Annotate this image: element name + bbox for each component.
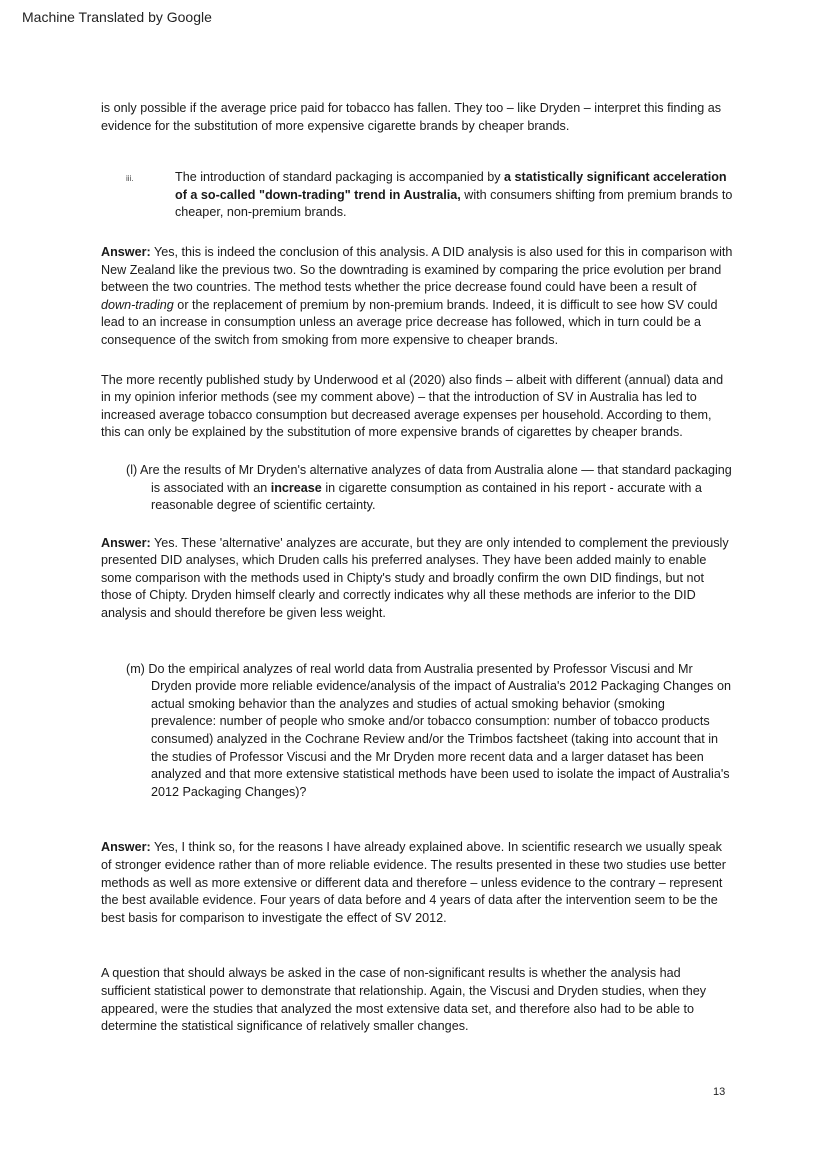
question-m: (m) Do the empirical analyzes of real world data from Australia presented by Professor Viscusi and Mr Dryden provide more reliable evidence/analysis of the impact of Australia's 2012 Packaging Changes on actual smoking behavior than the analyzes and studies of actual smoking behavior (smoking prevalence: number of people who smoke and/or tobacco consumption: number of tobacco products consumed) analyzed in the Cochrane Review and/or the Trimbos factsheet (taking into account that in the studies of Professor Viscusi and the Mr Dryden more recent data and a larger dataset has been analyzed and that more extensive statistical methods have been used to isolate the impact of Australia's 2012 Packaging Changes)? xyxy=(126,661,731,799)
question-l-text-end: in cigarette consumption as contained in his report - accurate with a reasonable degree of scientific certainty. xyxy=(151,480,702,513)
question-iii-bold: a statistically significant acceleration of a so-called "down-trading" trend in Australia, xyxy=(175,170,727,202)
question-l-text: (l) Are the results of Mr Dryden's alternative analyzes of data from Australia alone — that standard packaging is associated with an xyxy=(126,462,732,495)
question-iii xyxy=(101,169,733,222)
answer-3-label: Answer: xyxy=(101,840,151,855)
answer-2 xyxy=(101,535,733,623)
question-l xyxy=(101,462,733,515)
answer-1-italic: down-trading xyxy=(101,297,174,312)
paragraph-underwood: The more recently published study by Underwood et al (2020) also finds – albeit with different (annual) data and in my opinion inferior methods (see my comment above) – that the introduction of SV in Australia has led to increased average tobacco consumption but decreased average expenses per household. According to them, this can only be explained by the substitution of more expensive brands of cigarettes by cheaper brands. xyxy=(101,372,724,440)
paragraph-statistical-power: A question that should always be asked in the case of non-significant results is whether the analysis had sufficient statistical power to demonstrate that relationship. Again, the Viscusi and Dryden studies, when they appeared, were the studies that analyzed the most extensive data set, and therefore also had to be able to determine the statistical significance of relatively smaller changes. xyxy=(101,966,707,1034)
answer-2-label: Answer: xyxy=(101,535,151,550)
answer-3-text: Yes, I think so, for the reasons I have already explained above. In scientific research we usually speak of stronger evidence rather than of more reliable evidence. The results presented in these two studies use better methods as well as more extensive or different data and therefore – unless evidence to the contrary – represent the best available evidence. Four years of data before and 4 years of data after the intervention seem to be the best basis for comparison to investigate the effect of SV 2012. xyxy=(101,840,726,925)
document-page xyxy=(101,100,733,1036)
answer-1 xyxy=(101,244,733,350)
question-iii-number: iii. xyxy=(126,174,134,184)
answer-1-label: Answer: xyxy=(101,244,151,259)
answer-2-text: Yes. These 'alternative' analyzes are accurate, but they are only intended to complement the previously presented DID analyses, which Druden calls his preferred analyses. They have been added mainly to enable some comparison with the methods used in Chipty's study and broadly confirm the own DID findings, but not those of Chipty. Dryden himself clearly and correctly indicates why all these methods are inferior to the DID analysis and should therefore be given less weight. xyxy=(101,535,729,621)
paragraph-intro: is only possible if the average price paid for tobacco has fallen. They too – like Dryden – interpret this finding as evidence for the substitution of more expensive cigarette brands by cheaper brands. xyxy=(101,101,722,133)
answer-3 xyxy=(101,839,733,927)
translation-banner: Machine Translated by Google xyxy=(22,9,212,25)
answer-1-text: Yes, this is indeed the conclusion of this analysis. A DID analysis is also used for this in comparison with New Zealand like the previous two. So the downtrading is examined by comparing the price evolution per brand between the two countries. The method tests whether the price decrease found could have been a result of xyxy=(101,244,733,295)
question-l-bold: increase xyxy=(270,480,322,495)
question-iii-text-end: with consumers shifting from premium brands to cheaper, non-premium brands. xyxy=(175,187,733,220)
answer-1-text-end: or the replacement of premium by non-premium brands. Indeed, it is difficult to see how SV could lead to an increase in consumption unless an average price decrease has followed, which in turn could be a consequence of the switch from smoking from more expensive to cheaper brands. xyxy=(101,297,718,347)
question-iii-text: The introduction of standard packaging is accompanied by xyxy=(175,170,505,185)
page-number: 13 xyxy=(713,1086,726,1098)
